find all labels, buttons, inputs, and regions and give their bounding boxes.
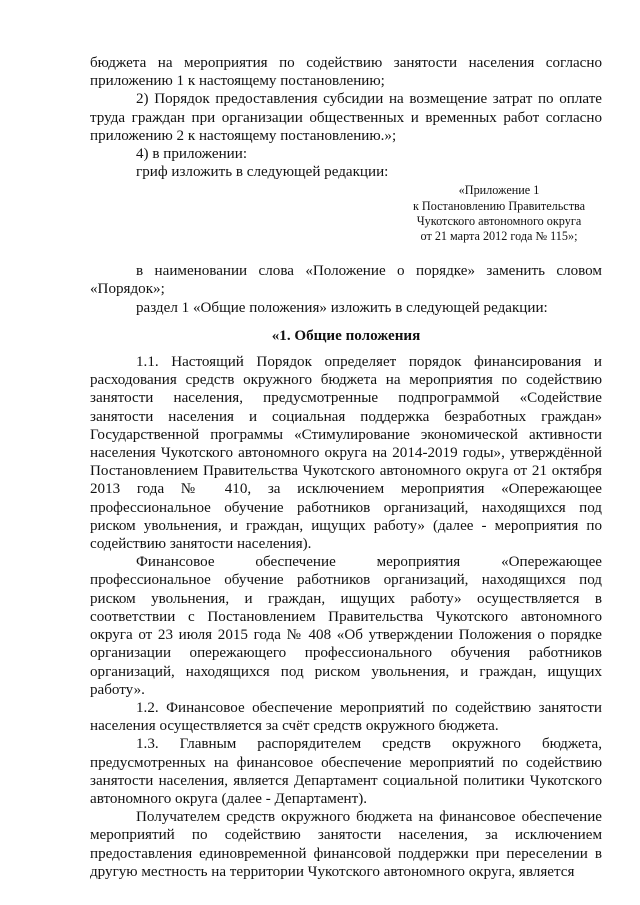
section-heading: «1. Общие положения [271, 327, 421, 344]
clause-1-3: 1.3. Главным распорядителем средств окружного бюджета, предусмотренных на финансовое обеспечение мероприятий по содействию занятости населения, является Департамент социальной политики Чукотского автономного округа (далее - Департамент). [90, 736, 602, 807]
change-paragraph-2: раздел 1 «Общие положения» изложить в следующей редакции: [136, 299, 548, 316]
appendix-stamp [396, 183, 602, 244]
stamp-line-1: «Приложение 1 [458, 183, 540, 198]
intro-paragraph-3: 4) в приложении: [136, 146, 248, 163]
intro-paragraph-4: гриф изложить в следующей редакции: [136, 164, 389, 181]
clause-1-2: 1.2. Финансовое обеспечение мероприятий по содействию занятости населения осуществляется за счёт средств окружного бюджета. [90, 699, 602, 735]
stamp-line-2: к Постановлению Правительства [412, 198, 586, 213]
intro-paragraph-2: 2) Порядок предоставления субсидии на возмещение затрат по оплате труда граждан при организации общественных и временных работ согласно приложению 2 к настоящему постановлению.»; [90, 91, 602, 144]
change-paragraph-1: в наименовании слова «Положение о порядке» заменить словом «Порядок»; [90, 263, 602, 298]
document-page [90, 54, 602, 881]
clause-1-3-recipient: Получателем средств окружного бюджета на финансовое обеспечение мероприятий по содействию занятости населения, за исключением предоставления единовременной финансовой поддержки при переселении в другую местность на территории Чукотского автономного округа, является [90, 809, 602, 880]
clause-1-1-financing: Финансовое обеспечение мероприятия «Опережающее профессиональное обучение работников организаций, находящихся под риском увольнения, и граждан, ищущих работу» осуществляется в соответствии с Постановлением Правительства Чукотского автономного округа от 23 июля 2015 года № 408 «Об утверждении Положения о порядке организации опережающего профессионального обучения работников организаций, находящихся под риском увольнения, и граждан, ищущих работу». [90, 554, 602, 698]
stamp-line-3: Чукотского автономного округа [416, 213, 582, 228]
stamp-line-4: от 21 марта 2012 года № 115»; [420, 229, 578, 244]
clause-1-1: 1.1. Настоящий Порядок определяет порядок финансирования и расходования средств окружного бюджета на мероприятия по содействию занятости населения, предусмотренные подпрограммой «Содействие занятости населения и социальная поддержка безработных граждан» Государственной программы «Стимулирование экономической активности населения Чукотского автономного округа на 2014-2019 годы», утверждённой Постановлением Правительства Чукотского автономного округа от 21 октября 2013 года № 410, за исключением мероприятия «Опережающее профессиональное обучение работников организаций, находящихся под риском увольнения, и граждан, ищущих работу» (далее - мероприятия по содействию занятости населения). [90, 354, 602, 553]
intro-paragraph-1: бюджета на мероприятия по содействию занятости населения согласно приложению 1 к настоящему постановлению; [90, 55, 602, 90]
